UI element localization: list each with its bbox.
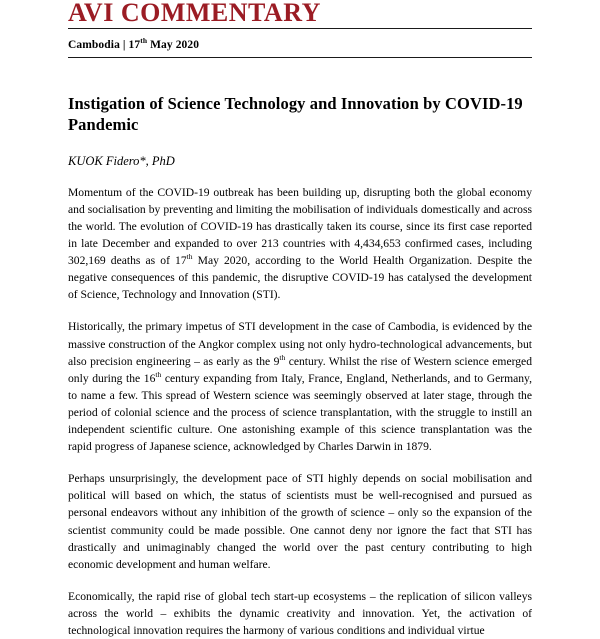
dateline-divider [68, 57, 532, 58]
article-body [68, 184, 532, 639]
dateline-month-year: May 2020 [147, 38, 200, 51]
article-paragraph: Economically, the rapid rise of global tech start-up ecosystems – the replication of silicon valleys across the world – exhibits the dynamic creativity and innovation. Yet, the activation of technological innovation requires the harmony of various conditions and individual virtue [68, 589, 532, 637]
dateline-location: Cambodia [68, 38, 120, 51]
dateline-separator: | [119, 38, 129, 51]
masthead-divider [68, 28, 532, 29]
superscript: th [155, 369, 162, 379]
dateline [68, 36, 532, 51]
article-paragraph: Momentum of the COVID-19 outbreak has been building up, disrupting both the global economy and socialisation by preventing and limiting the mobilisation of individuals domestically and across the world. The evolution of COVID-19 has drastically taken its course, since its first case reported in late December and expanded to over 213 countries with 4,434,653 confirmed cases, including 302,169 deaths as of 17th May 2020, according to the World Health Organization. Despite the negative consequences of this pandemic, the disruptive COVID-19 has catalysed the development of Science, Technology and Innovation (STI). [68, 185, 532, 302]
dateline-ordinal: th [140, 36, 148, 45]
article-title: Instigation of Science Technology and Innovation by COVID-19 Pandemic [68, 93, 523, 134]
superscript: th [279, 352, 286, 362]
article-paragraph: Historically, the primary impetus of STI development in the case of Cambodia, is evidenced by the massive construction of the Angkor complex using not only hydro-technological advancements, but also precision engineering – as early as the 9th century. Whilst the rise of Western science emerged only during the 16th century expanding from Italy, France, England, Netherlands, and to Germany, to name a few. This spread of Western science was seemingly observed at later stage, through the period of colonial science and the process of science transplantation, with the struggle to instill an independent scientific culture. One astonishing example of this science transplantation was the rapid progress of Japanese science, acknowledged by Charles Darwin in 1879. [68, 320, 532, 454]
article-author: KUOK Fidero*, PhD [68, 153, 175, 168]
article-paragraph: Perhaps unsurprisingly, the development pace of STI highly depends on social mobilisation and political will based on which, the status of scientists must be well-recognised and pursued as personal endeavors without any inhibition of the growth of science – only so the expansion of the scientist community could be made possible. One cannot deny nor ignore the fact that STI has drastically and unimaginably changed the world over the past century contributing to high economic development and human welfare. [68, 472, 532, 571]
superscript: th [186, 252, 193, 262]
dateline-day: 17 [128, 38, 141, 51]
masthead-title: AVI COMMENTARY [68, 0, 321, 22]
